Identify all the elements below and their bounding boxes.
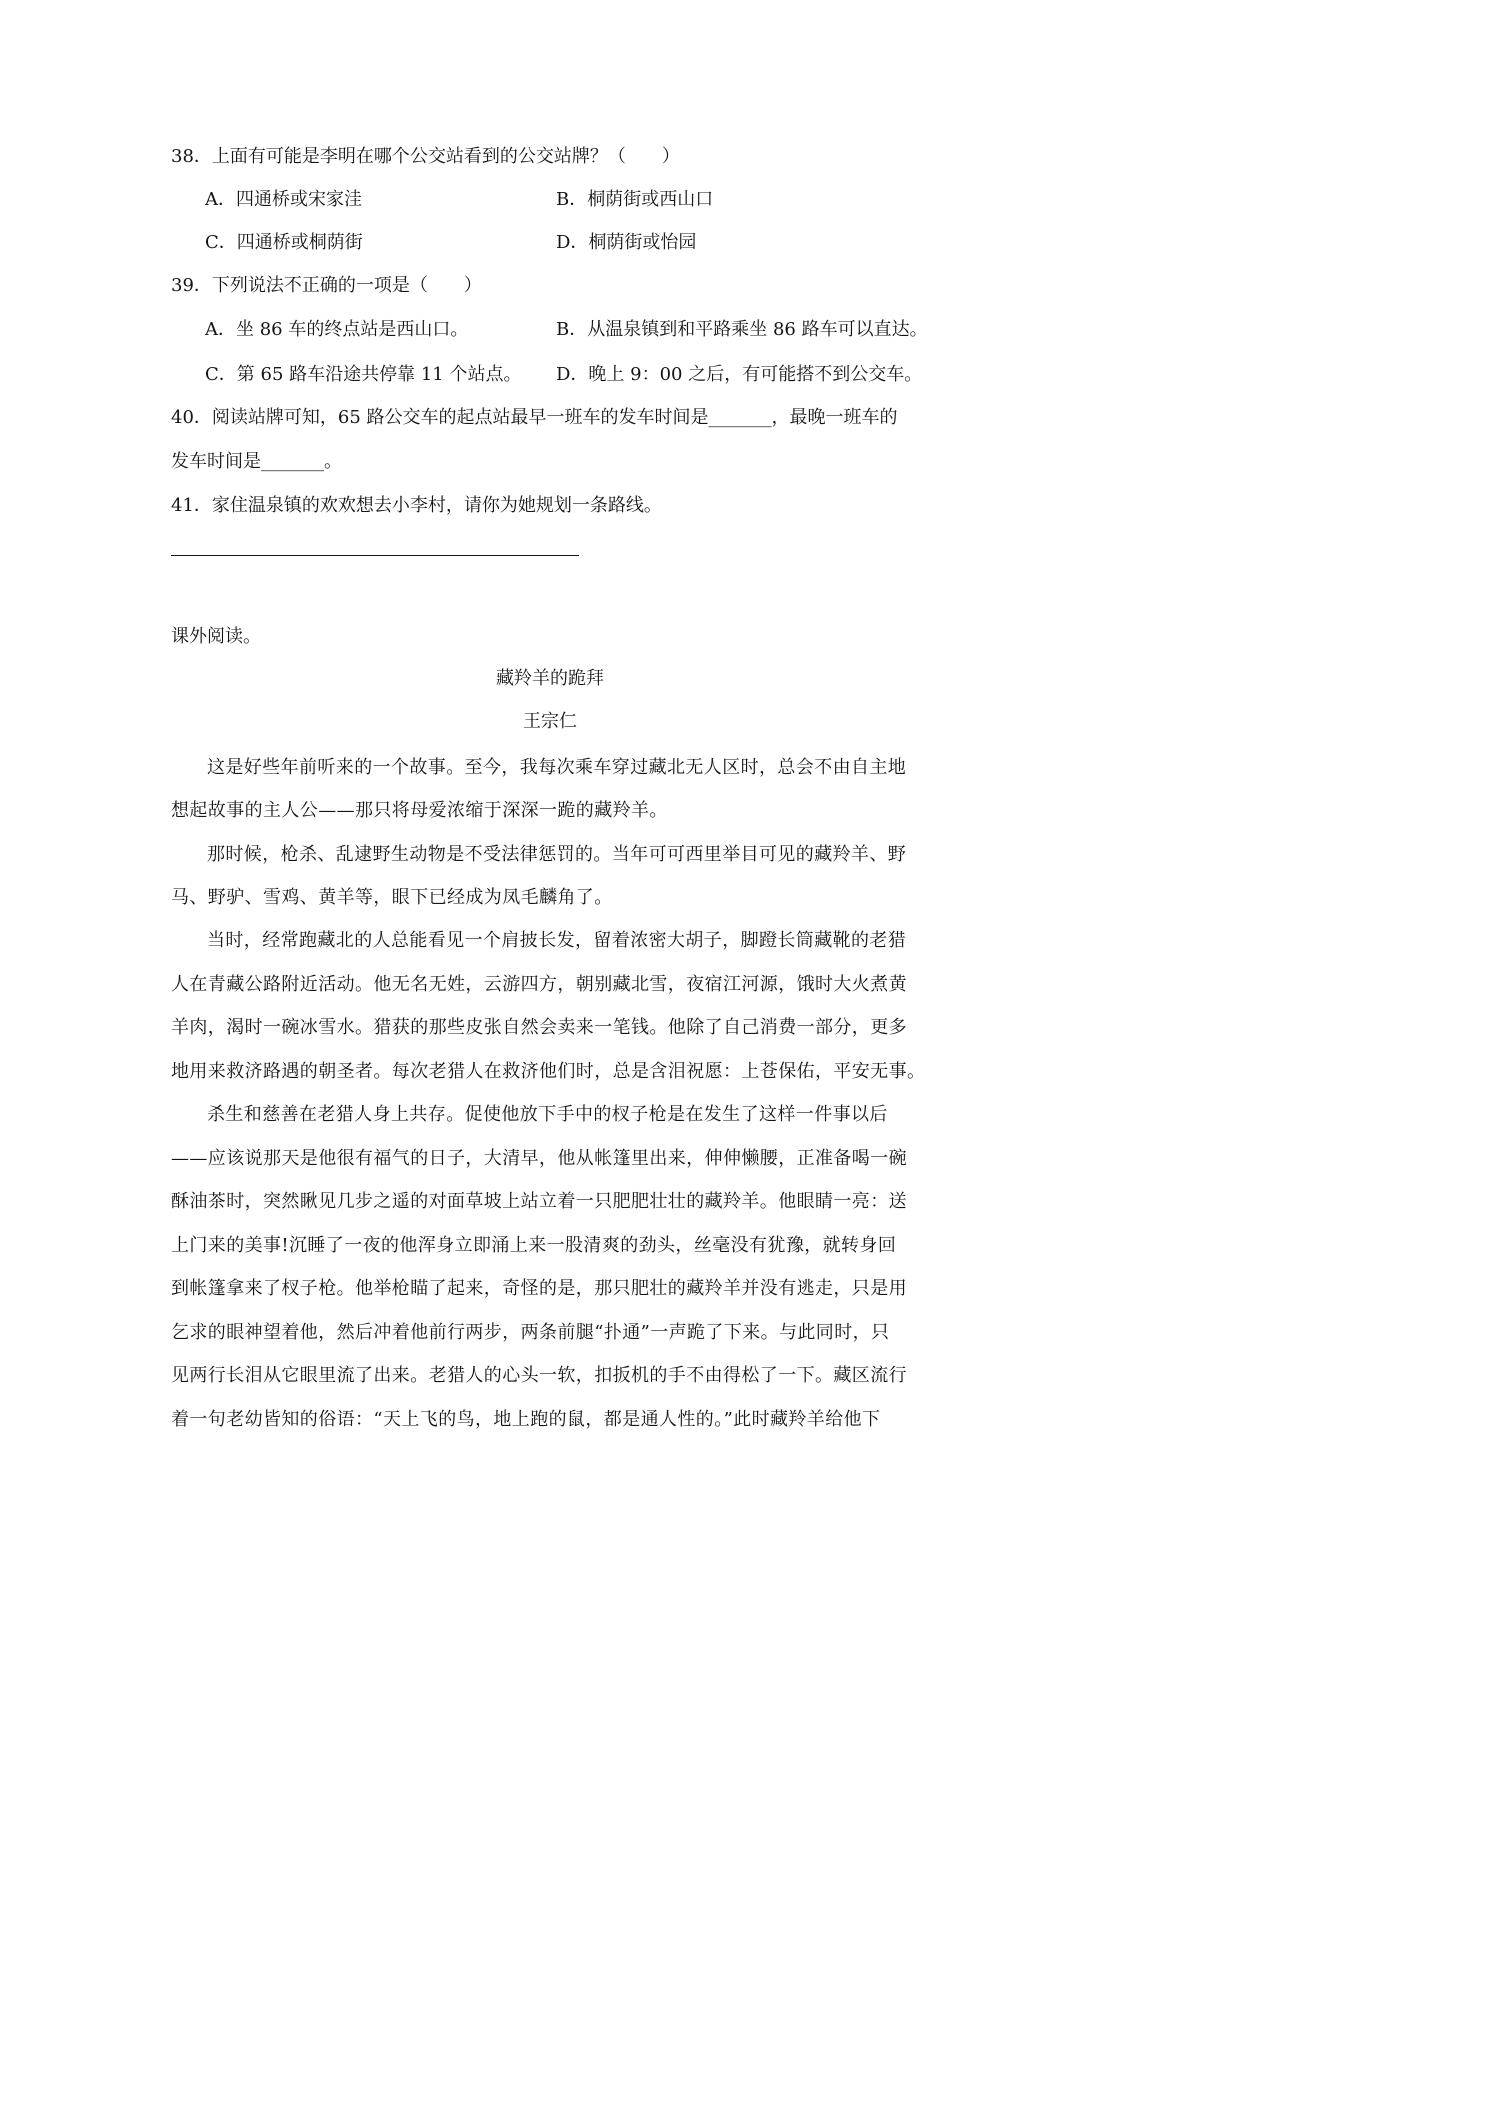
question-39-option-c: C．第 65 路车沿途共停靠 11 个站点。 xyxy=(205,364,522,385)
article-line: 酥油茶时，突然瞅见几步之遥的对面草坡上站立着一只肥肥壮壮的藏羚羊。他眼睛一亮：送 xyxy=(171,1191,907,1212)
question-38-option-d: D．桐荫街或怡园 xyxy=(556,232,697,253)
question-39-option-b: B．从温泉镇到和平路乘坐 86 路车可以直达。 xyxy=(556,319,928,340)
article-line: 见两行长泪从它眼里流了出来。老猎人的心头一软，扣扳机的手不由得松了一下。藏区流行 xyxy=(171,1365,907,1386)
question-38-option-c: C．四通桥或桐荫街 xyxy=(205,232,363,253)
article-line: 那时候，枪杀、乱逮野生动物是不受法律惩罚的。当年可可西里举目可见的藏羚羊、野 xyxy=(207,844,907,865)
question-39-option-a: A．坐 86 车的终点站是西山口。 xyxy=(205,319,469,340)
article-line: 上门来的美事!沉睡了一夜的他浑身立即涌上来一股清爽的劲头，丝毫没有犹豫，就转身回 xyxy=(171,1235,897,1256)
article-line: 人在青藏公路附近活动。他无名无姓，云游四方，朝别藏北雪，夜宿江河源，饿时大火煮黄 xyxy=(171,974,907,995)
article-line: ——应该说那天是他很有福气的日子，大清早，他从帐篷里出来，伸伸懒腰，正准备喝一碗 xyxy=(171,1148,907,1169)
article-line: 马、野驴、雪鸡、黄羊等，眼下已经成为凤毛麟角了。 xyxy=(171,887,613,908)
section-label: 课外阅读。 xyxy=(171,626,261,647)
article-line: 想起故事的主人公——那只将母爱浓缩于深深一跪的藏羚羊。 xyxy=(171,800,668,821)
question-41-stem: 41．家住温泉镇的欢欢想去小李村，请你为她规划一条路线。 xyxy=(171,495,662,516)
question-39-stem: 39．下列说法不正确的一项是（ ） xyxy=(171,275,482,296)
question-40-stem-line-2: 发车时间是_______。 xyxy=(171,451,342,472)
question-38-stem: 38．上面有可能是李明在哪个公交站看到的公交站牌？（ ） xyxy=(171,146,680,167)
article-line: 到帐篷拿来了杈子枪。他举枪瞄了起来，奇怪的是，那只肥壮的藏羚羊并没有逃走，只是用 xyxy=(171,1278,907,1299)
question-41-answer-line xyxy=(171,555,579,556)
question-40-stem-line-1: 40．阅读站牌可知，65 路公交车的起点站最早一班车的发车时间是_______，最晚一班车的 xyxy=(171,407,898,428)
question-39-option-d: D．晚上 9：00 之后，有可能搭不到公交车。 xyxy=(556,364,923,385)
article-author: 王宗仁 xyxy=(523,711,577,732)
question-38-option-a: A．四通桥或宋家洼 xyxy=(205,189,362,210)
article-line: 乞求的眼神望着他，然后冲着他前行两步，两条前腿“扑通”一声跪了下来。与此同时，只 xyxy=(171,1322,890,1343)
question-38-option-b: B．桐荫街或西山口 xyxy=(556,189,714,210)
article-line: 地用来救济路遇的朝圣者。每次老猎人在救济他们时，总是含泪祝愿：上苍保佑，平安无事。 xyxy=(171,1061,926,1082)
article-title: 藏羚羊的跪拜 xyxy=(496,668,604,689)
article-line: 杀生和慈善在老猎人身上共存。促使他放下手中的杈子枪是在发生了这样一件事以后 xyxy=(207,1104,888,1125)
article-line: 当时，经常跑藏北的人总能看见一个肩披长发，留着浓密大胡子，脚蹬长筒藏靴的老猎 xyxy=(207,930,907,951)
article-line: 这是好些年前听来的一个故事。至今，我每次乘车穿过藏北无人区时，总会不由自主地 xyxy=(207,757,907,778)
article-line: 着一句老幼皆知的俗语：“天上飞的鸟，地上跑的鼠，都是通人性的。”此时藏羚羊给他下 xyxy=(171,1409,881,1430)
article-line: 羊肉，渴时一碗冰雪水。猎获的那些皮张自然会卖来一笔钱。他除了自己消费一部分，更多 xyxy=(171,1017,907,1038)
